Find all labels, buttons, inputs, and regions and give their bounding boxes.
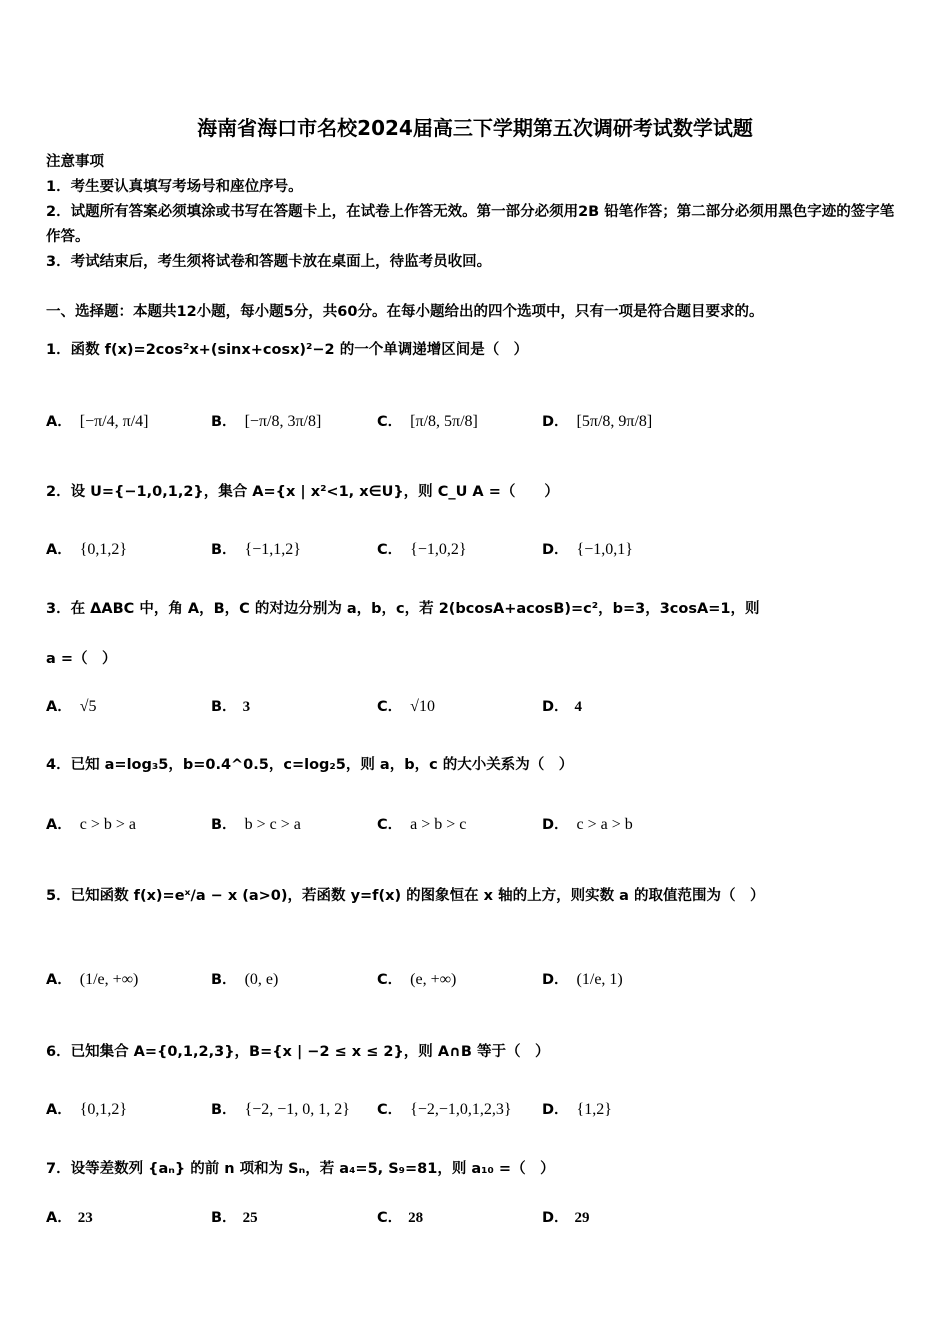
option-label: D． xyxy=(542,542,569,558)
option-a xyxy=(46,1098,127,1119)
option-label: A． xyxy=(46,817,72,833)
option-label: D． xyxy=(542,1102,569,1118)
option-d xyxy=(542,695,582,716)
option-b xyxy=(211,410,321,431)
option-value: √5 xyxy=(79,698,97,715)
page-title: 海南省海口市名校2024届高三下学期第五次调研考试数学试题 xyxy=(197,116,753,140)
option-c xyxy=(377,1206,423,1227)
option-value: [5π/8, 9π/8] xyxy=(576,413,653,430)
option-a xyxy=(46,538,127,559)
option-c xyxy=(377,538,467,559)
notes-item: 2．试题所有答案必须填涂或书写在答题卡上，在试卷上作答无效。第一部分必须用2B 铅笔作答；第二部分必须用黑色字迹的签字笔作答。 xyxy=(46,204,895,245)
option-label: D． xyxy=(542,1210,569,1226)
option-value: (e, +∞) xyxy=(410,971,457,988)
option-label: C． xyxy=(377,817,403,833)
option-value: {−2,−1,0,1,2,3} xyxy=(410,1101,512,1118)
option-c xyxy=(377,410,478,431)
option-value: 23 xyxy=(77,1210,93,1226)
option-value: b > c > a xyxy=(244,816,301,833)
section-heading: 一、选择题：本题共12小题，每小题5分，共60分。在每小题给出的四个选项中，只有一项是符合题目要求的。 xyxy=(46,304,764,320)
option-a xyxy=(46,695,97,716)
option-label: A． xyxy=(46,1210,72,1226)
option-label: C． xyxy=(377,1102,403,1118)
option-label: D． xyxy=(542,414,569,430)
option-value: 4 xyxy=(574,699,583,715)
option-label: C． xyxy=(377,414,403,430)
option-a xyxy=(46,813,136,834)
option-label: C． xyxy=(377,699,403,715)
option-value: a > b > c xyxy=(410,816,467,833)
option-value: {0,1,2} xyxy=(79,1101,128,1118)
notes-item: 3．考试结束后，考生须将试卷和答题卡放在桌面上，待监考员收回。 xyxy=(46,254,492,270)
notes-item: 1．考生要认真填写考场号和座位序号。 xyxy=(46,179,303,195)
question-stem: 3．在 ΔABC 中，角 A，B，C 的对边分别为 a，b，c，若 2(bcosA+acosB)=c²，b=3，3cosA=1，则 xyxy=(46,601,760,617)
option-c xyxy=(377,695,435,716)
option-label: A． xyxy=(46,414,72,430)
option-label: B． xyxy=(211,972,237,988)
option-label: D． xyxy=(542,817,569,833)
option-value: (0, e) xyxy=(244,971,279,988)
option-b xyxy=(211,1206,258,1227)
option-value: {−2, −1, 0, 1, 2} xyxy=(244,1101,350,1118)
option-d xyxy=(542,1206,590,1227)
option-b xyxy=(211,813,301,834)
option-value: 25 xyxy=(242,1210,258,1226)
option-b xyxy=(211,695,250,716)
option-c xyxy=(377,813,466,834)
option-value: √10 xyxy=(410,698,435,715)
question-stem: 2．设 U={−1,0,1,2}，集合 A={x | x²<1, x∈U}，则 C_U A =（ ） xyxy=(46,484,559,500)
option-label: D． xyxy=(542,699,569,715)
option-label: C． xyxy=(377,972,403,988)
option-value: 3 xyxy=(242,699,251,715)
question-stem: 5．已知函数 f(x)=eˣ/a − x (a>0)，若函数 y=f(x) 的图象恒在 x 轴的上方，则实数 a 的取值范围为（ ） xyxy=(46,888,765,904)
question-stem-continued: a =（ ） xyxy=(46,651,117,667)
option-label: C． xyxy=(377,542,403,558)
option-label: B． xyxy=(211,1102,237,1118)
option-value: (1/e, +∞) xyxy=(79,971,139,988)
question-stem: 4．已知 a=log₃5，b=0.4^0.5，c=log₂5，则 a，b，c 的大小关系为（ ） xyxy=(46,757,574,773)
option-a xyxy=(46,410,148,431)
option-value: (1/e, 1) xyxy=(576,971,623,988)
question-stem: 6．已知集合 A={0,1,2,3}，B={x | −2 ≤ x ≤ 2}，则 A∩B 等于（ ） xyxy=(46,1044,550,1060)
option-value: {0,1,2} xyxy=(79,541,128,558)
option-label: B． xyxy=(211,414,237,430)
option-value: c > b > a xyxy=(79,816,136,833)
option-label: D． xyxy=(542,972,569,988)
option-value: [−π/8, 3π/8] xyxy=(244,413,322,430)
option-b xyxy=(211,968,278,989)
option-value: {−1,0,2} xyxy=(410,541,467,558)
notes-heading: 注意事项 xyxy=(46,154,104,170)
question-stem: 1．函数 f(x)=2cos²x+(sinx+cosx)²−2 的一个单调递增区间是（ ） xyxy=(46,342,529,358)
option-value: 29 xyxy=(574,1210,590,1226)
option-b xyxy=(211,1098,350,1119)
option-d xyxy=(542,410,652,431)
option-b xyxy=(211,538,301,559)
option-c xyxy=(377,968,456,989)
option-value: {−1,1,2} xyxy=(244,541,301,558)
option-a xyxy=(46,1206,93,1227)
option-label: B． xyxy=(211,817,237,833)
option-value: {1,2} xyxy=(576,1101,612,1118)
option-label: B． xyxy=(211,1210,237,1226)
option-value: 28 xyxy=(408,1210,424,1226)
option-d xyxy=(542,968,623,989)
option-value: [π/8, 5π/8] xyxy=(410,413,478,430)
option-label: A． xyxy=(46,699,72,715)
option-label: B． xyxy=(211,542,237,558)
option-d xyxy=(542,1098,612,1119)
option-d xyxy=(542,538,633,559)
option-label: A． xyxy=(46,1102,72,1118)
question-stem: 7．设等差数列 {aₙ} 的前 n 项和为 Sₙ，若 a₄=5, S₉=81，则 a₁₀ =（ ） xyxy=(46,1161,555,1177)
option-label: B． xyxy=(211,699,237,715)
option-a xyxy=(46,968,138,989)
option-label: A． xyxy=(46,542,72,558)
notes-block xyxy=(46,150,908,275)
option-value: c > a > b xyxy=(576,816,633,833)
option-label: A． xyxy=(46,972,72,988)
option-d xyxy=(542,813,633,834)
option-value: {−1,0,1} xyxy=(576,541,633,558)
option-value: [−π/4, π/4] xyxy=(79,413,149,430)
option-c xyxy=(377,1098,512,1119)
option-label: C． xyxy=(377,1210,403,1226)
